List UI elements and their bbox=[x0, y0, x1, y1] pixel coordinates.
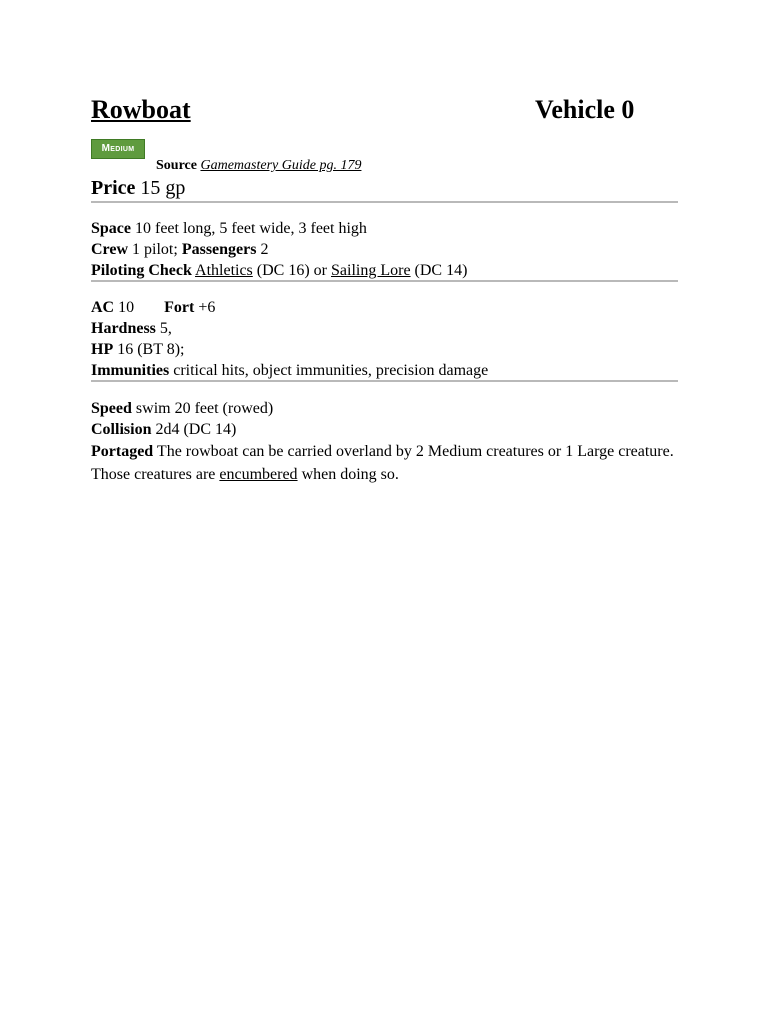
divider-2 bbox=[91, 280, 678, 282]
hp-line bbox=[91, 339, 184, 360]
immunities-line bbox=[91, 360, 488, 381]
ac-fort-line bbox=[91, 297, 215, 318]
divider-3 bbox=[91, 380, 678, 382]
hp-label: HP bbox=[91, 341, 114, 358]
portaged-text-1: The rowboat can be carried overland by 2 Medium creatures or 1 Large creature. Those creatures are bbox=[91, 443, 674, 483]
speed-line bbox=[91, 398, 273, 419]
crew-value: 1 pilot; bbox=[132, 241, 178, 258]
piloting-check-line bbox=[91, 260, 467, 281]
crew-label: Crew bbox=[91, 241, 129, 258]
ac-label: AC bbox=[91, 299, 115, 316]
space-label: Space bbox=[91, 220, 131, 237]
divider-1 bbox=[91, 201, 678, 203]
price-value: 15 gp bbox=[140, 177, 186, 199]
piloting-label: Piloting Check bbox=[91, 262, 192, 279]
source-link[interactable]: Gamemastery Guide pg. 179 bbox=[200, 158, 362, 173]
encumbered-link[interactable]: encumbered bbox=[219, 466, 298, 483]
price-line bbox=[91, 175, 185, 201]
speed-value: swim 20 feet (rowed) bbox=[135, 400, 274, 417]
portaged-label: Portaged bbox=[91, 443, 154, 460]
immunities-value: critical hits, object immunities, precision damage bbox=[173, 362, 489, 379]
collision-line bbox=[91, 419, 236, 440]
passengers-value: 2 bbox=[260, 241, 269, 258]
fort-value: +6 bbox=[198, 299, 216, 316]
sailing-lore-link[interactable]: Sailing Lore bbox=[331, 262, 411, 279]
hardness-value: 5, bbox=[159, 320, 172, 337]
speed-label: Speed bbox=[91, 400, 132, 417]
hardness-label: Hardness bbox=[91, 320, 156, 337]
hp-value: 16 (BT 8); bbox=[117, 341, 185, 358]
fort-label: Fort bbox=[164, 299, 195, 316]
vehicle-level: Vehicle 0 bbox=[535, 95, 635, 124]
piloting-dc-1: (DC 16) or bbox=[256, 262, 327, 279]
price-label: Price bbox=[91, 177, 136, 199]
source-label: Source bbox=[156, 158, 197, 173]
piloting-dc-2: (DC 14) bbox=[414, 262, 468, 279]
trait-medium-badge[interactable]: Medium bbox=[91, 139, 145, 159]
immunities-label: Immunities bbox=[91, 362, 170, 379]
ac-value: 10 bbox=[118, 299, 135, 316]
athletics-link[interactable]: Athletics bbox=[195, 262, 253, 279]
hardness-line bbox=[91, 318, 172, 339]
collision-label: Collision bbox=[91, 421, 152, 438]
crew-line bbox=[91, 239, 268, 260]
portaged-paragraph bbox=[91, 440, 678, 486]
space-line bbox=[91, 218, 367, 239]
title-row bbox=[91, 93, 678, 129]
passengers-label: Passengers bbox=[181, 241, 257, 258]
space-value: 10 feet long, 5 feet wide, 3 feet high bbox=[135, 220, 367, 237]
portaged-text-2: when doing so. bbox=[301, 466, 399, 483]
vehicle-name[interactable]: Rowboat bbox=[91, 95, 191, 124]
source-line bbox=[156, 157, 361, 175]
collision-value: 2d4 (DC 14) bbox=[155, 421, 237, 438]
